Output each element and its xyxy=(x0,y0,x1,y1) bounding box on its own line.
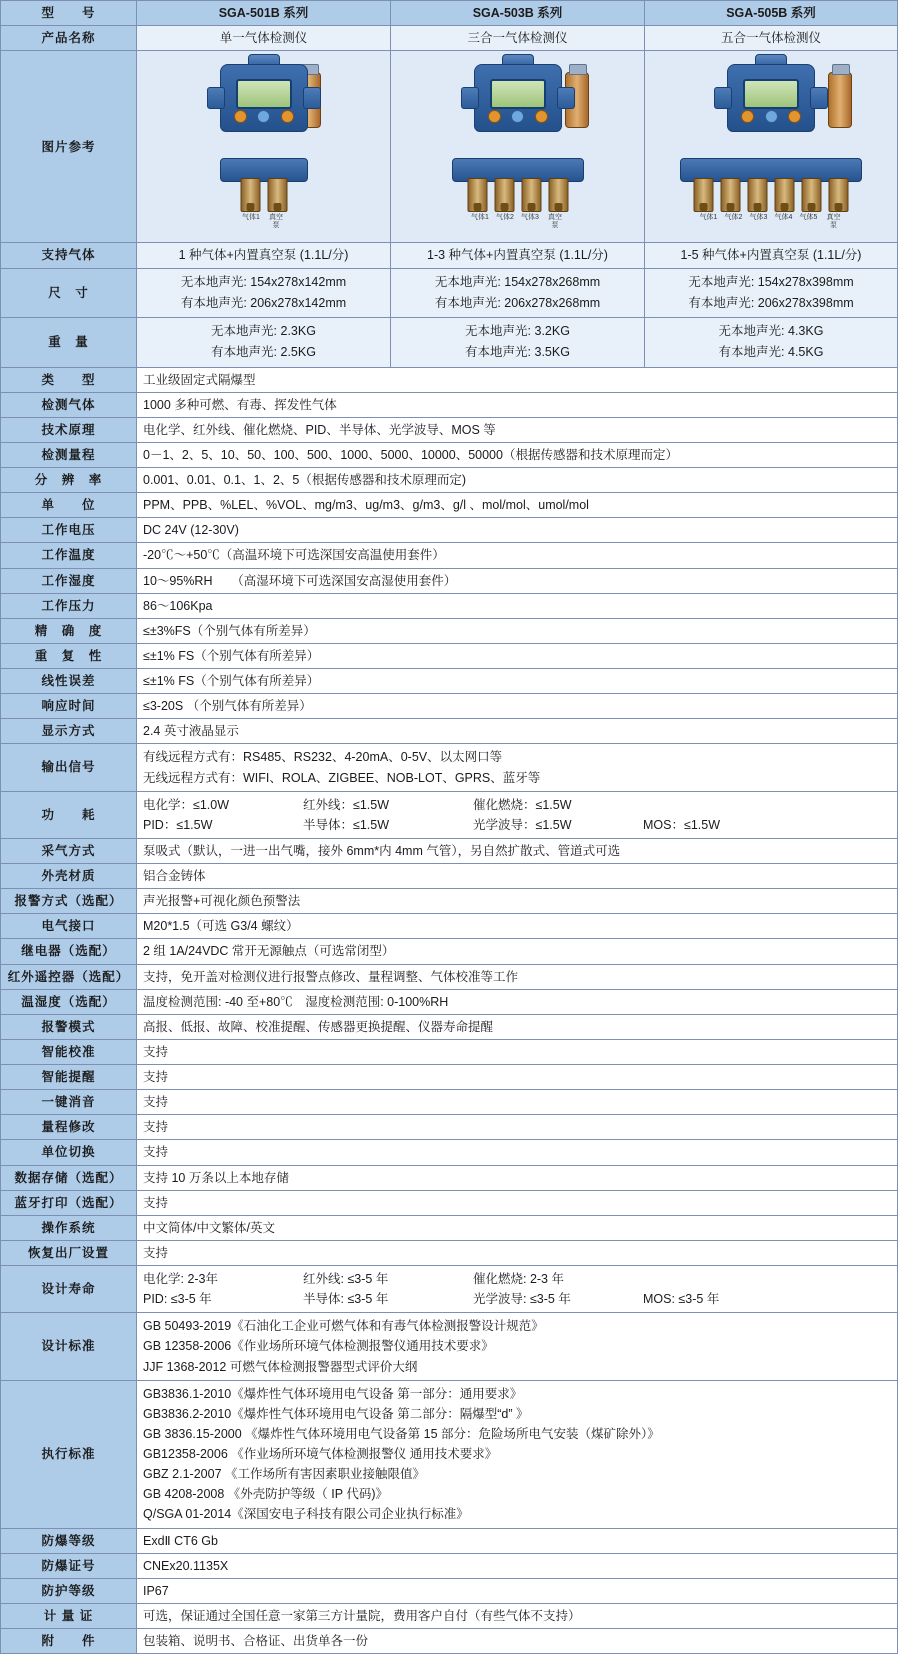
table-row-bluetooth-print-option xyxy=(1,1190,898,1215)
size-1-line1: 无本地声光: 154x278x142mm xyxy=(180,274,347,289)
table-row-design-life xyxy=(1,1266,898,1313)
unit-value: PPM、PPB、%LEL、%VOL、mg/m3、ug/m3、g/m3、g/l 、mol/mol、umol/mol xyxy=(137,493,898,518)
table-row-alarm-model xyxy=(1,1014,898,1039)
unit-switch-value: 支持 xyxy=(137,1140,898,1165)
row-label-display: 显示方式 xyxy=(1,719,137,744)
exec-standard-line-2: GB3836.2-2010《爆炸性气体环境用电气设备 第二部分：隔爆型“d” 》 xyxy=(143,1406,529,1421)
linear-error-value: ≤±1% FS（个别气体有所差异） xyxy=(137,669,898,694)
model-header-2: SGA-503B 系列 xyxy=(391,1,645,26)
size-3-line2: 有本地声光: 206x278x398mm xyxy=(688,295,854,310)
row-label-range: 检测量程 xyxy=(1,442,137,467)
port-label: 气体4 xyxy=(774,214,793,222)
range-modify-value: 支持 xyxy=(137,1115,898,1140)
row-label-accessories: 附 件 xyxy=(1,1629,137,1654)
table-row-support-gas xyxy=(1,243,898,268)
port-label: 真空泵 xyxy=(826,214,841,230)
weight-3-line1: 无本地声光: 4.3KG xyxy=(718,324,824,338)
table-row-factory-reset xyxy=(1,1240,898,1265)
row-label-work-temp: 工作温度 xyxy=(1,543,137,568)
design-standard-line-2: GB 12358-2006《作业场所环境气体检测报警仪通用技术要求》 xyxy=(143,1339,494,1354)
table-row-accuracy xyxy=(1,618,898,643)
table-row-storage-option xyxy=(1,1165,898,1190)
row-label-weight: 重 量 xyxy=(1,318,137,368)
sampling-value: 泵吸式（默认，一进一出气嘴，接外 6mm*内 4mm 气管），另自然扩散式、管道式可选 xyxy=(137,838,898,863)
row-label-output: 输出信号 xyxy=(1,744,137,791)
weight-1-line1: 无本地声光: 2.3KG xyxy=(211,324,316,338)
port-label: 气体2 xyxy=(724,214,743,222)
model-header-1: SGA-501B 系列 xyxy=(137,1,391,26)
row-label-smart-calibration: 智能校准 xyxy=(1,1039,137,1064)
size-2-line2: 有本地声光: 206x278x268mm xyxy=(434,295,601,310)
table-row-shell xyxy=(1,864,898,889)
row-label-range-modify: 量程修改 xyxy=(1,1115,137,1140)
model-header-3: SGA-505B 系列 xyxy=(645,1,898,26)
support-gas-3: 1-5 种气体+内置真空泵 (1.1L/分) xyxy=(645,243,898,268)
product-name-3: 五合一气体检测仪 xyxy=(645,26,898,51)
table-row-response-time xyxy=(1,694,898,719)
support-gas-1: 1 种气体+内置真空泵 (1.1L/分) xyxy=(137,243,391,268)
weight-2-line2: 有本地声光: 3.5KG xyxy=(465,345,570,360)
row-label-detect-gas: 检测气体 xyxy=(1,392,137,417)
port-label: 气体2 xyxy=(496,214,514,222)
port-label: 气体1 xyxy=(471,214,489,222)
resolution-value: 0.001、0.01、0.1、1、2、5（根据传感器和技术原理而定) xyxy=(137,468,898,493)
row-label-alarm-mode-option: 报警方式（选配） xyxy=(1,889,137,914)
power-2-1: PID：≤1.5W xyxy=(143,817,213,832)
port-label: 气体1 xyxy=(699,214,718,222)
design-life-line-1 xyxy=(143,1269,891,1289)
row-label-remote: 红外遥控器（选配） xyxy=(1,964,137,989)
table-row-smart-calibration xyxy=(1,1039,898,1064)
power-line-1 xyxy=(143,795,891,815)
row-label-storage-option: 数据存储（选配） xyxy=(1,1165,137,1190)
principle-value: 电化学、红外线、催化燃烧、PID、半导体、光学波导、MOS 等 xyxy=(137,417,898,442)
design-standard-line-1: GB 50493-2019《石油化工企业可燃气体和有毒气体检测报警设计规范》 xyxy=(143,1319,544,1334)
remote-value: 支持，免开盖对检测仪进行报警点修改、量程调整、气体校准等工作 xyxy=(137,964,898,989)
display-value: 2.4 英寸液晶显示 xyxy=(137,719,898,744)
row-label-size: 尺 寸 xyxy=(1,268,137,318)
row-label-design-standard: 设计标准 xyxy=(1,1313,137,1380)
port-label: 真空泵 xyxy=(548,214,562,230)
power-1-1: 电化学：≤1.0W xyxy=(143,797,230,812)
size-1-line2: 有本地声光: 206x278x142mm xyxy=(180,295,347,310)
table-row-unit xyxy=(1,493,898,518)
row-label-support-gas: 支持气体 xyxy=(1,243,137,268)
life-2-1: PID: ≤3-5 年 xyxy=(143,1292,212,1307)
output-value xyxy=(137,744,898,791)
table-row-exec-standard xyxy=(1,1380,898,1528)
row-label-model: 型 号 xyxy=(1,1,137,26)
smart-reminder-value: 支持 xyxy=(137,1065,898,1090)
row-label-power: 功 耗 xyxy=(1,791,137,838)
table-row-detect-gas xyxy=(1,392,898,417)
weight-3-line2: 有本地声光: 4.5KG xyxy=(718,345,824,360)
output-line-2: 无线远程方式有：WIFI、ROLA、ZIGBEE、NOB-LOT、GPRS、蓝牙等 xyxy=(143,770,541,785)
table-row-model xyxy=(1,1,898,26)
table-row-weight xyxy=(1,318,898,368)
row-label-os: 操作系统 xyxy=(1,1215,137,1240)
design-life-value xyxy=(137,1266,898,1313)
alarm-mode-option-value: 声光报警+可视化颜色预警法 xyxy=(137,889,898,914)
table-row-size xyxy=(1,268,898,318)
weight-2-line1: 无本地声光: 3.2KG xyxy=(465,324,570,338)
size-3-line1: 无本地声光: 154x278x398mm xyxy=(688,274,854,289)
row-label-type: 类 型 xyxy=(1,367,137,392)
power-1-2: 红外线：≤1.5W xyxy=(303,797,390,812)
size-1 xyxy=(137,268,391,318)
exec-standard-line-4: GB12358-2006 《作业场所环境气体检测报警仪 通用技术要求》 xyxy=(143,1447,498,1461)
accessories-value: 包装箱、说明书、合格证、出货单各一份 xyxy=(137,1629,898,1654)
row-label-ip-grade: 防护等级 xyxy=(1,1578,137,1603)
row-label-picture: 图片参考 xyxy=(1,51,137,243)
relay-value: 2 组 1A/24VDC 常开无源触点（可选常闭型） xyxy=(137,939,898,964)
work-temp-value: -20℃～+50℃（高温环境下可选深国安高温使用套件） xyxy=(137,543,898,568)
accuracy-value: ≤±3%FS（个别气体有所差异） xyxy=(137,618,898,643)
device-screen-icon xyxy=(743,79,799,109)
row-label-linear-error: 线性误差 xyxy=(1,669,137,694)
table-row-output xyxy=(1,744,898,791)
row-label-one-key-mute: 一键消音 xyxy=(1,1090,137,1115)
shell-value: 铝合金铸体 xyxy=(137,864,898,889)
range-value: 0－1、2、5、10、50、100、500、1000、5000、10000、50000（根据传感器和技术原理而定） xyxy=(137,442,898,467)
port-label: 气体3 xyxy=(749,214,768,222)
table-row-voltage xyxy=(1,518,898,543)
life-2-4: MOS: ≤3-5 年 xyxy=(643,1292,720,1307)
type-value: 工业级固定式隔爆型 xyxy=(137,367,898,392)
factory-reset-value: 支持 xyxy=(137,1240,898,1265)
exec-standard-line-5: GBZ 2.1-2007 《工作场所有害因素职业接触限值》 xyxy=(143,1467,425,1482)
support-gas-2: 1-3 种气体+内置真空泵 (1.1L/分) xyxy=(391,243,645,268)
power-line-2 xyxy=(143,815,891,835)
response-time-value: ≤3-20S （个别气体有所差异） xyxy=(137,694,898,719)
temp-humidity-option-value: 温度检测范围: -40 至+80℃ 湿度检测范围: 0-100%RH xyxy=(137,989,898,1014)
life-1-3: 催化燃烧: 2-3 年 xyxy=(473,1272,564,1286)
table-row-ip-grade xyxy=(1,1578,898,1603)
weight-3 xyxy=(645,318,898,368)
device-screen-icon xyxy=(490,79,546,109)
row-label-resolution: 分 辨 率 xyxy=(1,468,137,493)
row-label-work-humidity: 工作湿度 xyxy=(1,568,137,593)
row-label-sampling: 采气方式 xyxy=(1,838,137,863)
table-row-power xyxy=(1,791,898,838)
port-label: 真空泵 xyxy=(269,214,283,230)
port-label: 气体1 xyxy=(242,214,260,222)
work-humidity-value: 10～95%RH （高湿环境下可选深国安高湿使用套件） xyxy=(137,568,898,593)
device-image-1 xyxy=(137,51,391,243)
bluetooth-print-option-value: 支持 xyxy=(137,1190,898,1215)
table-row-temp-humidity-option xyxy=(1,989,898,1014)
table-row-range-modify xyxy=(1,1115,898,1140)
table-row-interface xyxy=(1,914,898,939)
table-row-remote xyxy=(1,964,898,989)
row-label-bluetooth-print-option: 蓝牙打印（选配） xyxy=(1,1190,137,1215)
life-1-4 xyxy=(643,1270,793,1288)
row-label-smart-reminder: 智能提醒 xyxy=(1,1065,137,1090)
row-label-unit: 单 位 xyxy=(1,493,137,518)
weight-2 xyxy=(391,318,645,368)
interface-value: M20*1.5（可选 G3/4 螺纹） xyxy=(137,914,898,939)
table-row-display xyxy=(1,719,898,744)
row-label-unit-switch: 单位切换 xyxy=(1,1140,137,1165)
port-label: 气体5 xyxy=(799,214,818,222)
ex-certificate-value: CNEx20.1135X xyxy=(137,1553,898,1578)
row-label-work-pressure: 工作压力 xyxy=(1,593,137,618)
ip-grade-value: IP67 xyxy=(137,1578,898,1603)
table-row-work-humidity xyxy=(1,568,898,593)
power-2-2: 半导体：≤1.5W xyxy=(303,817,390,832)
device-image-2 xyxy=(391,51,645,243)
table-row-principle xyxy=(1,417,898,442)
design-life-line-2 xyxy=(143,1289,891,1309)
table-row-unit-switch xyxy=(1,1140,898,1165)
row-label-product-name: 产品名称 xyxy=(1,26,137,51)
weight-1 xyxy=(137,318,391,368)
row-label-shell: 外壳材质 xyxy=(1,864,137,889)
row-label-response-time: 响应时间 xyxy=(1,694,137,719)
table-row-ex-grade xyxy=(1,1528,898,1553)
life-2-2: 半导体: ≤3-5 年 xyxy=(303,1292,389,1307)
table-row-work-pressure xyxy=(1,593,898,618)
life-1-1: 电化学: 2-3年 xyxy=(143,1272,219,1286)
row-label-metrology: 计 量 证 xyxy=(1,1603,137,1628)
design-standard-line-3: JJF 1368-2012 可燃气体检测报警器型式评价大纲 xyxy=(143,1359,418,1374)
table-row-os xyxy=(1,1215,898,1240)
device-image-3 xyxy=(645,51,898,243)
table-row-smart-reminder xyxy=(1,1065,898,1090)
row-label-ex-certificate: 防爆证号 xyxy=(1,1553,137,1578)
row-label-design-life: 设计寿命 xyxy=(1,1266,137,1313)
port-label: 气体3 xyxy=(521,214,539,222)
exec-standard-value xyxy=(137,1380,898,1528)
table-row-work-temp xyxy=(1,543,898,568)
table-row-type xyxy=(1,367,898,392)
table-row-product-name xyxy=(1,26,898,51)
exec-standard-line-7: Q/SGA 01-2014《深国安电子科技有限公司企业执行标准》 xyxy=(143,1507,469,1522)
row-label-factory-reset: 恢复出厂设置 xyxy=(1,1240,137,1265)
row-label-alarm-model: 报警模式 xyxy=(1,1014,137,1039)
table-row-one-key-mute xyxy=(1,1090,898,1115)
table-row-linear-error xyxy=(1,669,898,694)
row-label-interface: 电气接口 xyxy=(1,914,137,939)
table-row-design-standard xyxy=(1,1313,898,1380)
alarm-model-value: 高报、低报、故障、校准提醒、传感器更换提醒、仪器寿命提醒 xyxy=(137,1014,898,1039)
power-2-4: MOS：≤1.5W xyxy=(643,817,721,832)
smart-calibration-value: 支持 xyxy=(137,1039,898,1064)
power-value xyxy=(137,791,898,838)
product-name-2: 三合一气体检测仪 xyxy=(391,26,645,51)
row-label-relay: 继电器（选配） xyxy=(1,939,137,964)
detect-gas-value: 1000 多种可燃、有毒、挥发性气体 xyxy=(137,392,898,417)
repeatability-value: ≤±1% FS（个别气体有所差异） xyxy=(137,643,898,668)
design-standard-value xyxy=(137,1313,898,1380)
size-2 xyxy=(391,268,645,318)
row-label-accuracy: 精 确 度 xyxy=(1,618,137,643)
table-row-resolution xyxy=(1,468,898,493)
os-value: 中文简体/中文繁体/英文 xyxy=(137,1215,898,1240)
table-row-repeatability xyxy=(1,643,898,668)
table-row-alarm-mode-option xyxy=(1,889,898,914)
one-key-mute-value: 支持 xyxy=(137,1090,898,1115)
row-label-ex-grade: 防爆等级 xyxy=(1,1528,137,1553)
table-row-metrology xyxy=(1,1603,898,1628)
table-row-accessories xyxy=(1,1629,898,1654)
row-label-repeatability: 重 复 性 xyxy=(1,643,137,668)
power-1-3: 催化燃烧：≤1.5W xyxy=(473,797,572,812)
table-row-sampling xyxy=(1,838,898,863)
power-1-4 xyxy=(643,796,793,814)
power-2-3: 光学波导：≤1.5W xyxy=(473,817,572,832)
size-2-line1: 无本地声光: 154x278x268mm xyxy=(434,274,601,289)
row-label-principle: 技术原理 xyxy=(1,417,137,442)
row-label-exec-standard: 执行标准 xyxy=(1,1380,137,1528)
metrology-value: 可选，保证通过全国任意一家第三方计量院，费用客户自付（有些气体不支持） xyxy=(137,1603,898,1628)
table-row-ex-certificate xyxy=(1,1553,898,1578)
size-3 xyxy=(645,268,898,318)
row-label-temp-humidity-option: 温湿度（选配） xyxy=(1,989,137,1014)
voltage-value: DC 24V (12-30V) xyxy=(137,518,898,543)
storage-option-value: 支持 10 万条以上本地存储 xyxy=(137,1165,898,1190)
ex-grade-value: ExdⅡ CT6 Gb xyxy=(137,1528,898,1553)
row-label-voltage: 工作电压 xyxy=(1,518,137,543)
product-name-1: 单一气体检测仪 xyxy=(137,26,391,51)
table-row-relay xyxy=(1,939,898,964)
exec-standard-line-1: GB3836.1-2010《爆炸性气体环境用电气设备 第一部分：通用要求》 xyxy=(143,1386,523,1401)
exec-standard-line-3: GB 3836.15-2000 《爆炸性气体环境用电气设备第 15 部分：危险场所电气安装（煤矿除外）》 xyxy=(143,1426,660,1441)
life-2-3: 光学波导: ≤3-5 年 xyxy=(473,1292,571,1307)
output-line-1: 有线远程方式有：RS485、RS232、4-20mA、0-5V、以太网口等 xyxy=(143,750,503,765)
life-1-2: 红外线: ≤3-5 年 xyxy=(303,1272,389,1286)
weight-1-line2: 有本地声光: 2.5KG xyxy=(211,345,316,360)
table-row-picture xyxy=(1,51,898,243)
table-row-range xyxy=(1,442,898,467)
device-screen-icon xyxy=(236,79,292,109)
exec-standard-line-6: GB 4208-2008 《外壳防护等级（ IP 代码)》 xyxy=(143,1487,388,1502)
work-pressure-value: 86～106Kpa xyxy=(137,593,898,618)
